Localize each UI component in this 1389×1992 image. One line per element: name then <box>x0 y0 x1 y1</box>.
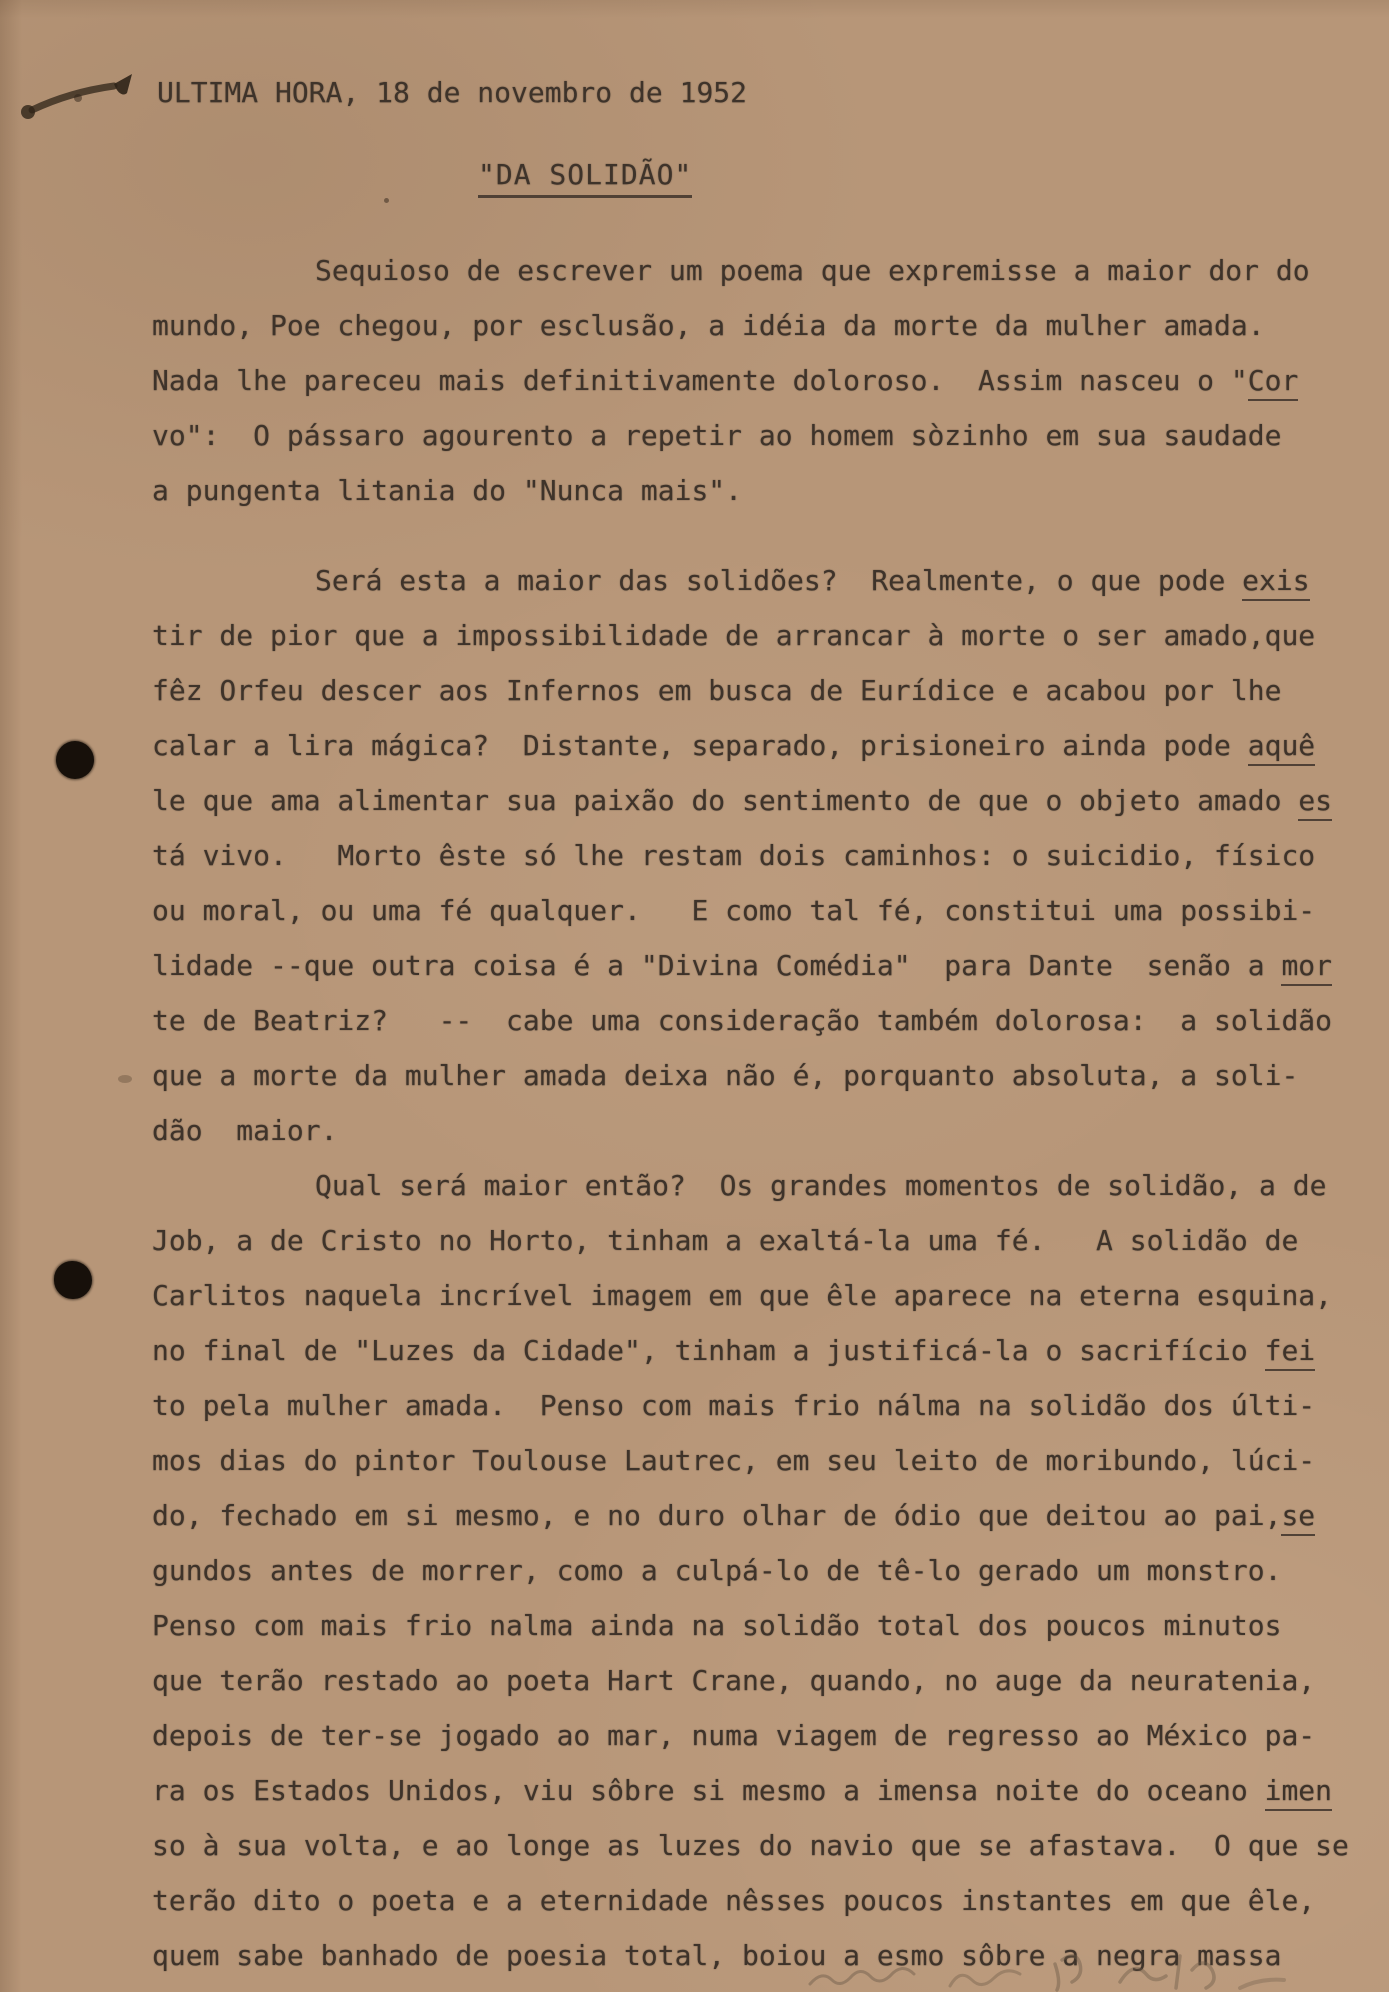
text-line <box>152 1763 1389 1818</box>
text-line <box>152 1323 1389 1378</box>
text-segment: te de Beatriz? -- cabe uma consideração também dolorosa: a solidão <box>152 1004 1333 1037</box>
text-line <box>152 463 1389 518</box>
text-line <box>152 663 1389 718</box>
text-line <box>152 993 1389 1048</box>
text-line <box>152 883 1389 938</box>
text-line <box>152 1543 1389 1598</box>
text-line <box>152 553 1389 608</box>
underlined-syllable: exis <box>1242 564 1309 601</box>
text-line <box>152 1268 1389 1323</box>
underlined-syllable: se <box>1281 1499 1315 1536</box>
underlined-syllable: mor <box>1281 949 1332 986</box>
text-line <box>152 408 1389 463</box>
text-segment: tir de pior que a impossibilidade de arrancar à morte o ser amado,que <box>152 619 1316 652</box>
text-segment: ou moral, ou uma fé qualquer. E como tal fé, constitui uma possibi- <box>152 894 1316 927</box>
text-line <box>152 1598 1389 1653</box>
text-segment: dão maior. <box>152 1114 338 1147</box>
document-header: ULTIMA HORA, 18 de novembro de 1952 <box>157 76 748 109</box>
punch-hole <box>56 741 94 779</box>
text-line <box>152 1378 1389 1433</box>
underlined-syllable: aquê <box>1248 729 1315 766</box>
text-segment: to pela mulher amada. Penso com mais frio nálma na solidão dos últi- <box>152 1389 1316 1422</box>
handwritten-scribble <box>800 1944 1300 1992</box>
text-line <box>152 1048 1389 1103</box>
text-line <box>152 1818 1389 1873</box>
text-segment: Carlitos naquela incrível imagem em que êle aparece na eterna esquina, <box>152 1279 1333 1312</box>
text-segment: depois de ter-se jogado ao mar, numa viagem de regresso ao México pa- <box>152 1719 1316 1752</box>
text-line <box>152 828 1389 883</box>
text-segment: Qual será maior então? Os grandes momentos de solidão, a de <box>315 1169 1327 1202</box>
text-segment: Job, a de Cristo no Horto, tinham a exaltá-la uma fé. A solidão de <box>152 1224 1299 1257</box>
text-segment: Sequioso de escrever um poema que expremisse a maior dor do <box>315 254 1310 287</box>
text-segment: le que ama alimentar sua paixão do sentimento de que o objeto amado <box>152 784 1299 817</box>
document-title: "DA SOLIDÃO" <box>478 158 692 198</box>
text-line <box>152 353 1389 408</box>
text-line <box>152 608 1389 663</box>
text-segment: quem sabe banhado de poesia total, boiou a esmo sôbre a negra massa <box>152 1939 1282 1972</box>
text-line <box>152 1103 1389 1158</box>
ink-smudge-mark <box>18 58 158 128</box>
ink-speck <box>118 1075 132 1083</box>
underlined-syllable: fei <box>1265 1334 1316 1371</box>
text-segment: Penso com mais frio nalma ainda na solidão total dos poucos minutos <box>152 1609 1282 1642</box>
text-segment: que a morte da mulher amada deixa não é, porquanto absoluta, a soli- <box>152 1059 1299 1092</box>
underlined-syllable: imen <box>1265 1774 1332 1811</box>
text-segment: tá vivo. Morto êste só lhe restam dois caminhos: o suicidio, físico <box>152 839 1316 872</box>
underlined-syllable: Cor <box>1248 364 1299 401</box>
text-segment: a pungenta litania do "Nunca mais". <box>152 474 743 507</box>
text-line <box>152 1213 1389 1268</box>
text-segment: gundos antes de morrer, como a culpá-lo de tê-lo gerado um monstro. <box>152 1554 1282 1587</box>
text-segment: fêz Orfeu descer aos Infernos em busca de Eurídice e acabou por lhe <box>152 674 1282 707</box>
text-segment: so à sua volta, e ao longe as luzes do navio que se afastava. O que se <box>152 1829 1349 1862</box>
text-line <box>152 1158 1389 1213</box>
underlined-syllable: es <box>1298 784 1332 821</box>
text-line <box>152 1433 1389 1488</box>
text-line <box>152 1653 1389 1708</box>
text-segment: do, fechado em si mesmo, e no duro olhar de ódio que deitou ao pai, <box>152 1499 1282 1532</box>
text-segment: calar a lira mágica? Distante, separado, prisioneiro ainda pode <box>152 729 1248 762</box>
punch-hole <box>54 1261 92 1299</box>
text-segment: vo": O pássaro agourento a repetir ao homem sòzinho em sua saudade <box>152 419 1282 452</box>
text-segment: Será esta a maior das solidões? Realmente, o que pode <box>315 564 1243 597</box>
text-line <box>152 1873 1389 1928</box>
document-body <box>152 243 1389 1983</box>
text-segment: terão dito o poeta e a eternidade nêsses poucos instantes em que êle, <box>152 1884 1316 1917</box>
text-line <box>152 1708 1389 1763</box>
text-line <box>152 243 1389 298</box>
text-segment: Nada lhe pareceu mais definitivamente doloroso. Assim nasceu o " <box>152 364 1248 397</box>
text-segment: mundo, Poe chegou, por esclusão, a idéia da morte da mulher amada. <box>152 309 1265 342</box>
text-segment: no final de "Luzes da Cidade", tinham a justificá-la o sacrifício <box>152 1334 1265 1367</box>
ink-speck <box>384 198 389 203</box>
text-segment: lidade --que outra coisa é a "Divina Comédia" para Dante senão a <box>152 949 1282 982</box>
text-segment: mos dias do pintor Toulouse Lautrec, em seu leito de moribundo, lúci- <box>152 1444 1316 1477</box>
text-line <box>152 298 1389 353</box>
text-line <box>152 773 1389 828</box>
text-segment: ra os Estados Unidos, viu sôbre si mesmo a imensa noite do oceano <box>152 1774 1265 1807</box>
text-segment: que terão restado ao poeta Hart Crane, quando, no auge da neuratenia, <box>152 1664 1316 1697</box>
text-line <box>152 938 1389 993</box>
text-line <box>152 1488 1389 1543</box>
text-line <box>152 718 1389 773</box>
